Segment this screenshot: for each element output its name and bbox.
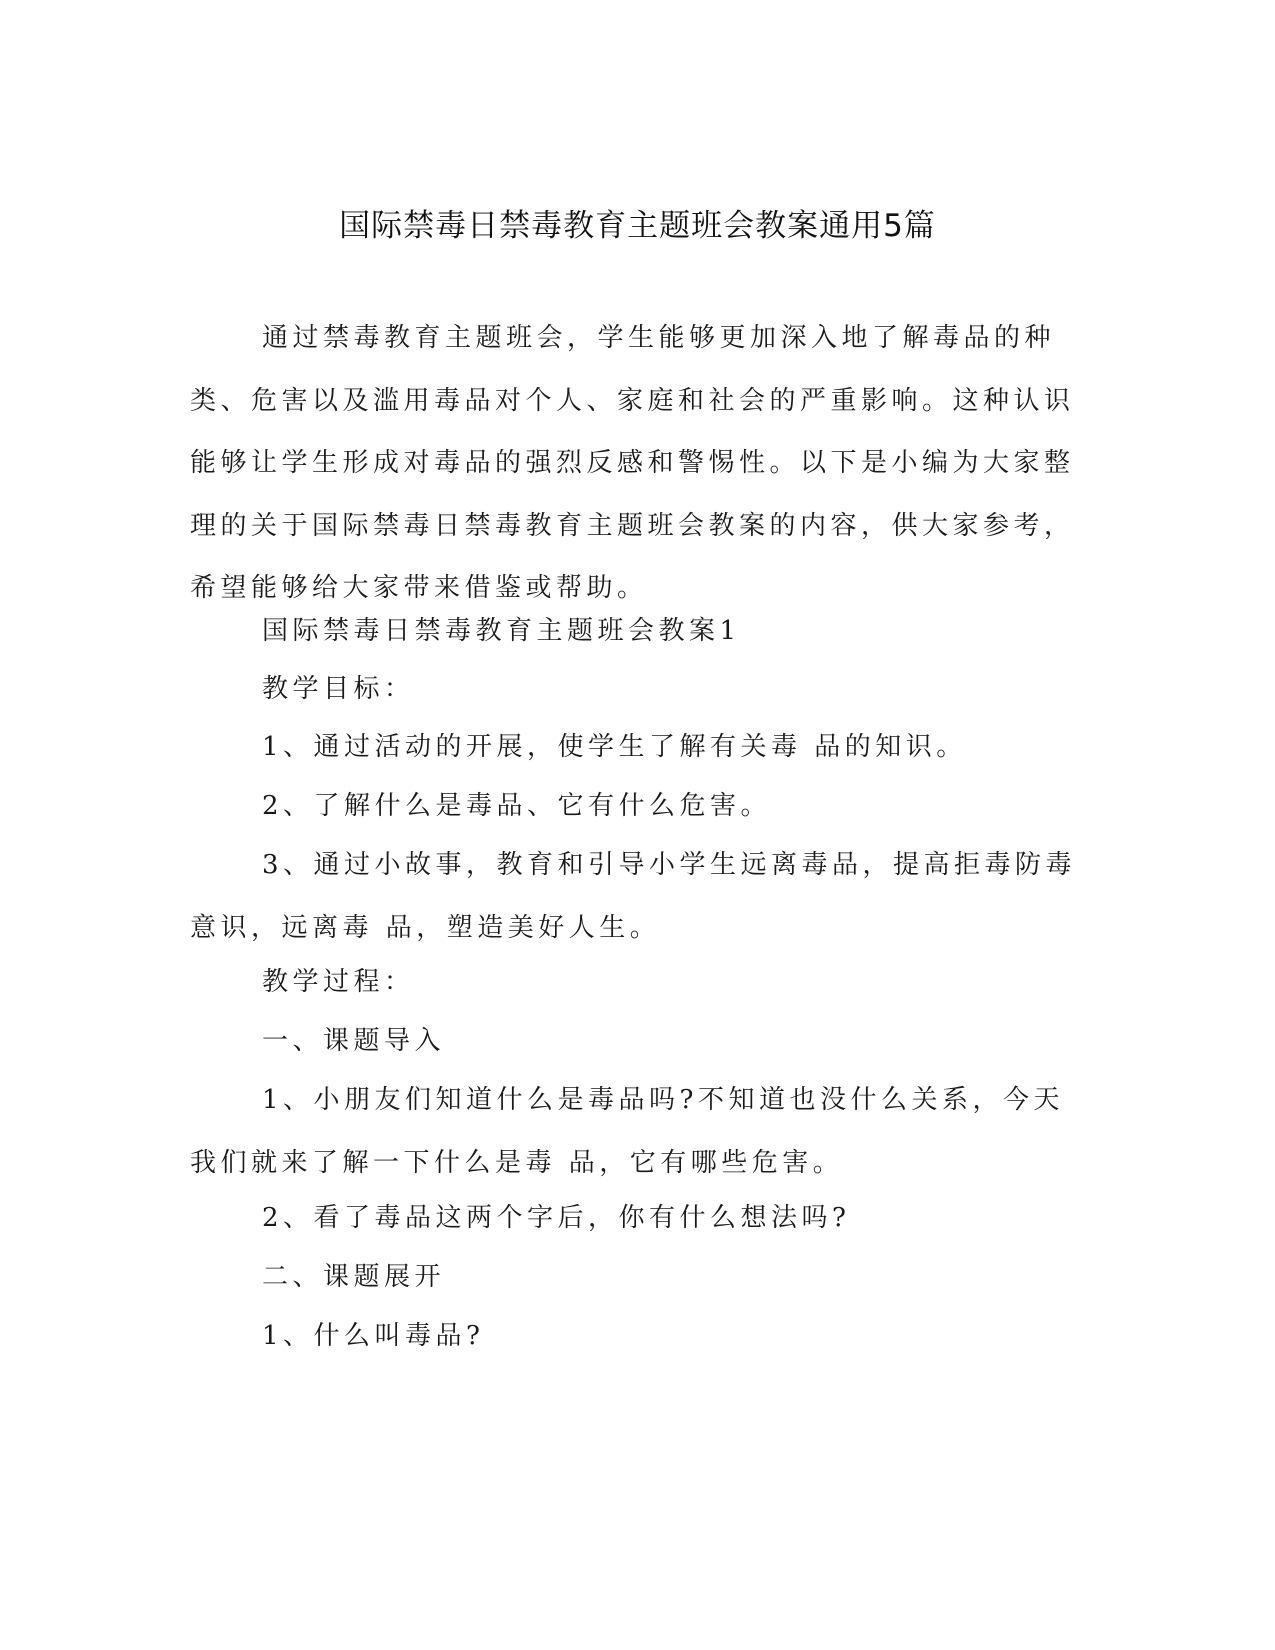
- document-title: 国际禁毒日禁毒教育主题班会教案通用5篇: [339, 208, 936, 244]
- question-3: 1、什么叫毒品?: [262, 1321, 485, 1351]
- question-2: 2、看了毒品这两个字后，你有什么想法吗?: [262, 1203, 851, 1233]
- part-1-heading: 一、课题导入: [262, 1026, 446, 1056]
- goal-item-2: 2、了解什么是毒品、它有什么危害。: [262, 791, 772, 821]
- goal-item-3: 3、通过小故事，教育和引导小学生远离毒品，提高拒毒防毒意识，远离毒 品，塑造美好人生。: [190, 850, 1077, 943]
- intro-paragraph: 通过禁毒教育主题班会，学生能够更加深入地了解毒品的种类、危害以及滥用毒品对个人、家庭和社会的严重影响。这种认识能够让学生形成对毒品的强烈反感和警惕性。以下是小编为大家整理的关于国际禁毒日禁毒教育主题班会教案的内容，供大家参考，希望能够给大家带来借鉴或帮助。: [190, 323, 1075, 603]
- goals-label: 教学目标：: [262, 674, 415, 704]
- question-1: 1、小朋友们知道什么是毒品吗?不知道也没什么关系，今天我们就来了解一下什么是毒 品，它有哪些危害。: [190, 1085, 1064, 1178]
- part-2-heading: 二、课题展开: [262, 1262, 446, 1292]
- section-heading: 国际禁毒日禁毒教育主题班会教案1: [262, 616, 741, 646]
- goal-item-1: 1、通过活动的开展，使学生了解有关毒 品的知识。: [262, 732, 967, 762]
- process-label: 教学过程：: [262, 967, 415, 997]
